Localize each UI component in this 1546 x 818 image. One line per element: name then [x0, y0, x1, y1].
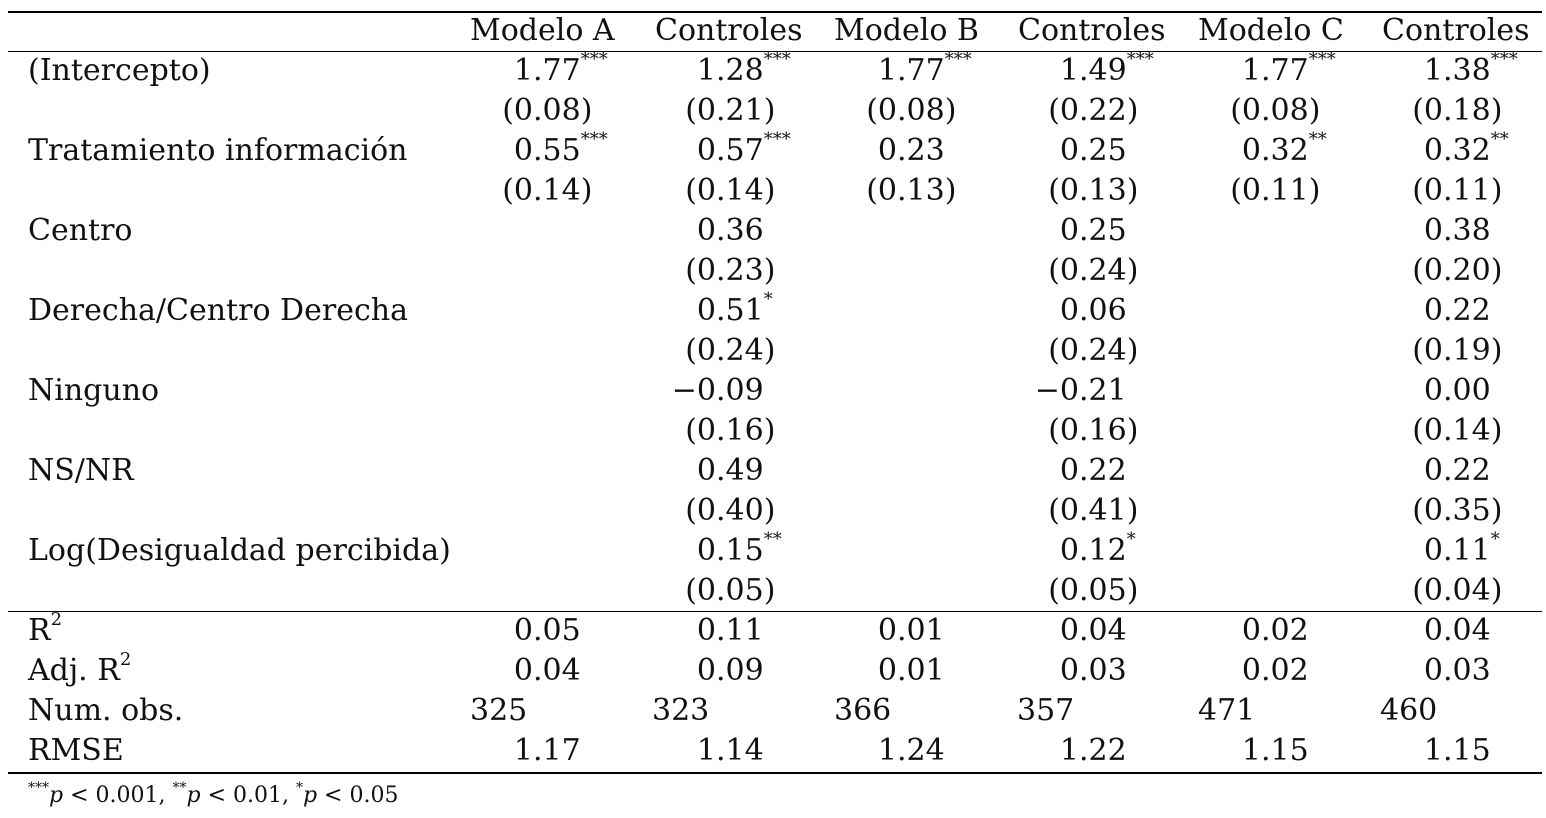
footnote-threshold: < 0.001, — [63, 783, 173, 808]
significance-stars: *** — [580, 129, 608, 150]
value-cell — [1060, 731, 1127, 771]
cell-value: (0.24) — [1048, 333, 1139, 368]
value-cell — [1060, 131, 1127, 171]
value-cell — [1242, 51, 1336, 91]
value-cell — [685, 251, 775, 291]
value-cell — [878, 51, 972, 91]
cell-value: (0.11) — [1412, 173, 1503, 208]
cell-value: 1.15 — [1423, 733, 1491, 768]
value-cell — [866, 91, 956, 131]
cell-value: (0.41) — [1048, 493, 1139, 528]
significance-stars: ** — [763, 529, 782, 550]
value-cell — [514, 651, 581, 691]
footnote-stars: *** — [28, 779, 49, 796]
cell-value: (0.18) — [1412, 93, 1503, 128]
value-cell — [878, 611, 945, 651]
value-cell — [685, 171, 775, 211]
cell-value: −0.21 — [1034, 373, 1127, 408]
value-cell — [1412, 171, 1502, 211]
cell-value: 0.05 — [513, 613, 581, 648]
significance-stars: *** — [944, 49, 972, 70]
cell-value: 0.04 — [1059, 613, 1127, 648]
cell-value: (0.35) — [1412, 493, 1503, 528]
cell-value: (0.24) — [685, 333, 776, 368]
value-cell — [502, 91, 592, 131]
row-label: Derecha/Centro Derecha — [28, 293, 408, 328]
significance-stars: *** — [1308, 49, 1336, 70]
value-cell — [514, 131, 608, 171]
column-header: Modelo B — [834, 13, 979, 48]
cell-value: 0.22 — [1423, 453, 1491, 488]
value-cell — [685, 331, 775, 371]
value-cell — [1424, 531, 1500, 571]
value-cell — [1230, 171, 1320, 211]
value-cell — [878, 731, 945, 771]
stats-rule — [8, 611, 1542, 612]
cell-value: (0.23) — [685, 253, 776, 288]
value-cell — [1048, 571, 1138, 611]
value-cell — [1424, 731, 1491, 771]
cell-value: (0.16) — [1048, 413, 1139, 448]
cell-value: 0.06 — [1059, 293, 1127, 328]
cell-value: (0.05) — [685, 573, 776, 608]
cell-value: 0.02 — [1241, 613, 1309, 648]
value-cell — [697, 51, 791, 91]
significance-stars: ** — [1308, 129, 1327, 150]
row-label: Tratamiento información — [28, 133, 408, 168]
cell-value: 0.15 — [696, 533, 764, 568]
stat-label — [28, 611, 62, 651]
value-cell — [1412, 331, 1502, 371]
cell-value: 0.49 — [696, 453, 764, 488]
cell-value: 0.02 — [1241, 653, 1309, 688]
cell-value: (0.14) — [685, 173, 776, 208]
stat-label-text: RMSE — [28, 733, 124, 768]
cell-value: 0.03 — [1059, 653, 1127, 688]
cell-value: 0.55 — [513, 133, 581, 168]
value-cell — [1412, 411, 1502, 451]
value-cell — [1242, 131, 1327, 171]
value-cell — [1230, 91, 1320, 131]
cell-value: (0.11) — [1230, 173, 1321, 208]
column-header: Controles — [655, 13, 803, 48]
value-cell — [1060, 531, 1136, 571]
value-cell — [1035, 371, 1127, 411]
cell-value: (0.40) — [685, 493, 776, 528]
value-cell — [834, 691, 891, 731]
cell-value: 0.22 — [1059, 453, 1127, 488]
value-cell — [697, 131, 791, 171]
significance-stars: * — [1490, 529, 1500, 550]
significance-stars: *** — [763, 49, 791, 70]
value-cell — [878, 131, 945, 171]
significance-stars: *** — [763, 129, 791, 150]
stat-label — [28, 691, 183, 731]
cell-value: 0.57 — [696, 133, 764, 168]
cell-value: 357 — [1017, 693, 1075, 728]
cell-value: 0.23 — [877, 133, 945, 168]
cell-value: (0.14) — [1412, 413, 1503, 448]
cell-value: 1.49 — [1059, 53, 1127, 88]
cell-value: (0.20) — [1412, 253, 1503, 288]
cell-value: (0.08) — [502, 93, 593, 128]
value-cell — [502, 171, 592, 211]
footnote-p: p — [302, 783, 318, 808]
value-cell — [697, 651, 764, 691]
value-cell — [1242, 611, 1309, 651]
cell-value: 0.04 — [1423, 613, 1491, 648]
cell-value: 0.04 — [513, 653, 581, 688]
cell-value: 325 — [470, 693, 528, 728]
cell-value: 1.77 — [1241, 53, 1309, 88]
footnote-threshold: < 0.05 — [317, 783, 399, 808]
cell-value: (0.19) — [1412, 333, 1503, 368]
cell-value: 0.11 — [696, 613, 764, 648]
value-cell — [1048, 251, 1138, 291]
cell-value: 1.15 — [1241, 733, 1309, 768]
value-cell — [1412, 491, 1502, 531]
value-cell — [1380, 691, 1437, 731]
row-label: Ninguno — [28, 373, 160, 408]
value-cell — [1412, 251, 1502, 291]
cell-value: 0.38 — [1423, 213, 1491, 248]
cell-value: 0.32 — [1241, 133, 1309, 168]
cell-value: 0.00 — [1423, 373, 1491, 408]
value-cell — [1017, 691, 1074, 731]
cell-value: 471 — [1198, 693, 1256, 728]
stat-label-text: R — [28, 613, 51, 648]
value-cell — [1060, 51, 1154, 91]
value-cell — [685, 491, 775, 531]
column-header: Controles — [1382, 13, 1530, 48]
value-cell — [1424, 131, 1509, 171]
value-cell — [1412, 571, 1502, 611]
value-cell — [697, 211, 764, 251]
row-label: NS/NR — [28, 453, 134, 488]
value-cell — [1424, 611, 1491, 651]
cell-value: 1.24 — [877, 733, 945, 768]
value-cell — [1424, 371, 1491, 411]
value-cell — [1048, 331, 1138, 371]
value-cell — [1424, 211, 1491, 251]
cell-value: (0.21) — [685, 93, 776, 128]
cell-value: (0.05) — [1048, 573, 1139, 608]
cell-value: 0.11 — [1423, 533, 1491, 568]
cell-value: 0.25 — [1059, 213, 1127, 248]
stat-label-text: Adj. R — [28, 653, 120, 688]
significance-stars: * — [763, 289, 773, 310]
column-header: Modelo A — [470, 13, 615, 48]
cell-value: 0.25 — [1059, 133, 1127, 168]
value-cell — [878, 651, 945, 691]
value-cell — [1424, 291, 1491, 331]
cell-value: (0.13) — [866, 173, 957, 208]
cell-value: 1.28 — [696, 53, 764, 88]
value-cell — [1060, 611, 1127, 651]
value-cell — [1048, 491, 1138, 531]
value-cell — [1424, 651, 1491, 691]
value-cell — [1198, 691, 1255, 731]
value-cell — [1060, 211, 1127, 251]
value-cell — [1048, 171, 1138, 211]
value-cell — [685, 411, 775, 451]
value-cell — [697, 611, 764, 651]
value-cell — [1060, 451, 1127, 491]
row-label: Centro — [28, 213, 133, 248]
value-cell — [514, 731, 581, 771]
column-header: Controles — [1018, 13, 1166, 48]
value-cell — [1242, 651, 1309, 691]
cell-value: (0.16) — [685, 413, 776, 448]
value-cell — [1060, 291, 1127, 331]
stat-label-superscript: 2 — [119, 649, 132, 670]
cell-value: 1.77 — [513, 53, 581, 88]
cell-value: 0.12 — [1059, 533, 1127, 568]
significance-stars: *** — [580, 49, 608, 70]
cell-value: −0.09 — [671, 373, 764, 408]
cell-value: 0.51 — [696, 293, 764, 328]
cell-value: 0.03 — [1423, 653, 1491, 688]
value-cell — [697, 731, 764, 771]
cell-value: 1.22 — [1059, 733, 1127, 768]
stat-label-superscript: 2 — [50, 609, 63, 630]
significance-footnote — [28, 779, 399, 810]
footnote-stars: ** — [172, 779, 187, 796]
cell-value: 0.22 — [1423, 293, 1491, 328]
cell-value: 1.17 — [513, 733, 581, 768]
value-cell — [866, 171, 956, 211]
significance-stars: * — [1126, 529, 1136, 550]
row-label: Log(Desigualdad percibida) — [28, 533, 451, 568]
value-cell — [1048, 411, 1138, 451]
footnote-stars: * — [295, 779, 303, 796]
footnote-p: p — [186, 783, 201, 808]
value-cell — [1242, 731, 1309, 771]
cell-value: 323 — [652, 693, 710, 728]
value-cell — [1424, 51, 1518, 91]
value-cell — [685, 91, 775, 131]
stat-label — [28, 731, 124, 771]
stat-label — [28, 651, 131, 691]
value-cell — [1048, 91, 1138, 131]
value-cell — [697, 291, 773, 331]
value-cell — [514, 611, 581, 651]
cell-value: 0.32 — [1423, 133, 1491, 168]
significance-stars: *** — [1490, 49, 1518, 70]
cell-value: 460 — [1380, 693, 1438, 728]
cell-value: 0.01 — [877, 613, 945, 648]
value-cell — [514, 51, 608, 91]
cell-value: 0.01 — [877, 653, 945, 688]
cell-value: 0.36 — [696, 213, 764, 248]
cell-value: (0.13) — [1048, 173, 1139, 208]
bottom-rule — [8, 772, 1542, 774]
cell-value: (0.08) — [866, 93, 957, 128]
value-cell — [652, 691, 709, 731]
cell-value: 0.09 — [696, 653, 764, 688]
value-cell — [470, 691, 527, 731]
value-cell — [1412, 91, 1502, 131]
value-cell — [697, 451, 764, 491]
cell-value: (0.24) — [1048, 253, 1139, 288]
footnote-p: p — [49, 783, 64, 808]
cell-value: 1.77 — [877, 53, 945, 88]
cell-value: (0.08) — [1230, 93, 1321, 128]
row-label: (Intercepto) — [28, 53, 211, 88]
stat-label-text: Num. obs. — [28, 693, 184, 728]
footnote-threshold: < 0.01, — [200, 783, 296, 808]
value-cell — [685, 571, 775, 611]
value-cell — [697, 531, 782, 571]
cell-value: 1.14 — [696, 733, 764, 768]
value-cell — [1424, 451, 1491, 491]
cell-value: 1.38 — [1423, 53, 1491, 88]
cell-value: 366 — [834, 693, 892, 728]
value-cell — [1060, 651, 1127, 691]
significance-stars: ** — [1490, 129, 1509, 150]
value-cell — [672, 371, 764, 411]
cell-value: (0.14) — [502, 173, 593, 208]
column-header: Modelo C — [1198, 13, 1344, 48]
significance-stars: *** — [1126, 49, 1154, 70]
cell-value: (0.04) — [1412, 573, 1503, 608]
cell-value: (0.22) — [1048, 93, 1139, 128]
